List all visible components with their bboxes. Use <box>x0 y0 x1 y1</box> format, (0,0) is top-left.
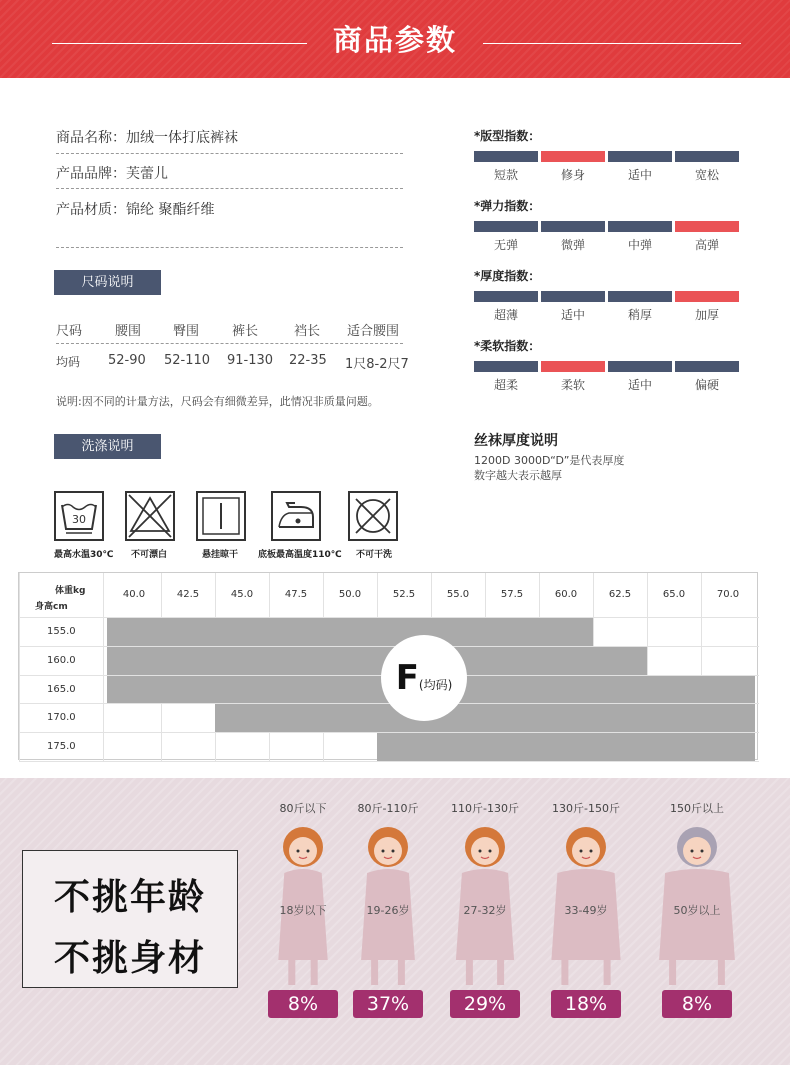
page-title: 商品参数 <box>332 23 457 57</box>
iron-low-icon <box>271 491 321 541</box>
index-bar-segment <box>541 151 605 162</box>
product-name: 商品名称：加绒一体打底裤袜 <box>56 130 238 146</box>
index-bar-segment <box>608 151 672 162</box>
weight-tick: 57.5 <box>500 589 524 600</box>
size-cell: 22-35 <box>289 353 327 368</box>
audience-percent: 18% <box>551 990 621 1018</box>
index-bar-segment <box>675 151 739 162</box>
weight-tick: 70.0 <box>716 589 740 600</box>
fit-range-bar <box>377 733 755 761</box>
product-material: 产品材质：锦纶 聚酯纤维 <box>56 202 215 218</box>
height-tick: 175.0 <box>47 741 76 753</box>
slogan-line: 不挑年龄 <box>53 876 206 918</box>
index-bar-segment <box>675 291 739 302</box>
height-tick: 165.0 <box>47 683 76 695</box>
audience-percent: 8% <box>268 990 338 1018</box>
index-bar-segment <box>474 151 538 162</box>
divider <box>56 343 403 344</box>
care-label: 不可漂白 <box>131 550 168 560</box>
index-bar-segment <box>474 291 538 302</box>
care-label: 不可干洗 <box>356 550 393 560</box>
height-tick: 160.0 <box>47 654 76 666</box>
weight-tick: 42.5 <box>176 589 200 600</box>
index-bar-segment <box>541 291 605 302</box>
care-label: 底板最高温度110℃ <box>258 550 342 560</box>
wash-30-icon <box>54 491 104 541</box>
weight-tick: 65.0 <box>662 589 686 600</box>
size-header: 腰围 <box>115 324 142 339</box>
index-bar-segment <box>474 361 538 372</box>
weight-range-label: 150斤以上 <box>670 802 724 815</box>
fit-range-bar <box>215 704 755 732</box>
thickness-line1: 1200D 3000D“D”是代表厚度 <box>474 454 625 467</box>
weight-range-label: 80斤-110斤 <box>357 802 419 815</box>
index-bar-segment <box>474 221 538 232</box>
index-option-label: 高弹 <box>694 238 719 252</box>
size-cell: 52-90 <box>108 353 146 368</box>
size-table-row <box>0 353 420 373</box>
thickness-line2: 数字越大表示越厚 <box>474 469 562 482</box>
wash-temp-text: 30 <box>72 513 86 526</box>
header-line-left <box>52 43 307 44</box>
weight-range-label: 130斤-150斤 <box>552 802 620 815</box>
index-option-label: 偏硬 <box>694 378 719 392</box>
index-title: *厚度指数： <box>474 269 541 283</box>
index-option-label: 短款 <box>493 168 518 182</box>
audience-percent: 37% <box>353 990 423 1018</box>
weight-tick: 47.5 <box>284 589 308 600</box>
age-range-label: 27-32岁 <box>463 904 507 917</box>
care-label: 最高水温30℃ <box>54 550 114 560</box>
index-option-label: 中弹 <box>627 238 652 252</box>
index-title: *弹力指数： <box>474 199 541 213</box>
size-note: 说明:因不同的计量方法，尺码会有细微差异，此情况非质量问题。 <box>56 395 379 408</box>
height-tick: 170.0 <box>47 712 76 724</box>
weight-axis-label: 体重kg <box>55 586 86 596</box>
weight-tick: 45.0 <box>230 589 254 600</box>
size-header: 裆长 <box>294 324 321 339</box>
no-bleach-icon <box>125 491 175 541</box>
index-bar-segment <box>541 221 605 232</box>
weight-range-label: 80斤以下 <box>279 802 327 815</box>
size-cell: 均码 <box>56 355 81 369</box>
index-option-label: 适中 <box>627 378 652 392</box>
height-axis-label: 身高cm <box>35 602 68 612</box>
index-bar-segment <box>675 361 739 372</box>
no-dryclean-icon <box>348 491 398 541</box>
age-range-label: 18岁以下 <box>279 904 327 917</box>
divider <box>56 247 403 248</box>
size-cell: 52-110 <box>164 353 211 368</box>
size-header: 裤长 <box>232 324 259 339</box>
grid-line <box>19 761 759 762</box>
size-badge <box>381 635 467 721</box>
index-bar-segment <box>608 361 672 372</box>
size-cell: 1尺8-2尺7 <box>345 357 409 372</box>
index-bar-segment <box>608 291 672 302</box>
weight-tick: 62.5 <box>608 589 632 600</box>
divider <box>56 153 403 154</box>
audience-percent: 8% <box>662 990 732 1018</box>
index-option-label: 超薄 <box>493 308 518 322</box>
index-option-label: 适中 <box>560 308 585 322</box>
hang-dry-icon <box>196 491 246 541</box>
slogan-box <box>22 850 238 988</box>
index-bar-segment <box>675 221 739 232</box>
weight-tick: 50.0 <box>338 589 362 600</box>
index-option-label: 超柔 <box>493 378 518 392</box>
size-section-title: 尺码说明 <box>54 270 161 295</box>
index-option-label: 修身 <box>560 168 585 182</box>
age-range-label: 33-49岁 <box>564 904 608 917</box>
age-range-label: 19-26岁 <box>366 904 410 917</box>
index-option-label: 无弹 <box>493 238 518 252</box>
index-option-label: 宽松 <box>694 168 719 182</box>
weight-tick: 52.5 <box>392 589 416 600</box>
index-option-label: 加厚 <box>694 308 719 322</box>
thickness-title: 丝袜厚度说明 <box>474 433 558 449</box>
index-option-label: 柔软 <box>560 378 585 392</box>
index-option-label: 适中 <box>627 168 652 182</box>
care-section-title: 洗涤说明 <box>54 434 161 459</box>
index-title: *柔软指数： <box>474 339 541 353</box>
weight-tick: 60.0 <box>554 589 578 600</box>
size-fit-chart <box>18 572 758 760</box>
size-table-header <box>0 320 420 340</box>
audience-percent: 29% <box>450 990 520 1018</box>
fit-range-bar <box>107 618 593 646</box>
weight-tick: 55.0 <box>446 589 470 600</box>
header-line-right <box>483 43 741 44</box>
size-text: (均码) <box>418 678 453 692</box>
size-header: 适合腰围 <box>347 324 400 339</box>
index-bar-segment <box>608 221 672 232</box>
index-option-label: 稍厚 <box>627 308 652 322</box>
height-tick: 155.0 <box>47 626 76 637</box>
index-title: *版型指数： <box>474 129 541 143</box>
weight-tick: 40.0 <box>122 589 146 600</box>
age-range-label: 50岁以上 <box>673 904 721 917</box>
slogan-line: 不挑身材 <box>53 937 206 979</box>
size-header: 臀围 <box>173 324 200 339</box>
index-bar-segment <box>541 361 605 372</box>
product-brand: 产品品牌：芙蕾儿 <box>56 166 168 182</box>
fit-range-bar <box>107 647 647 675</box>
size-header: 尺码 <box>56 324 83 339</box>
weight-range-label: 110斤-130斤 <box>451 802 519 815</box>
index-option-label: 微弹 <box>560 238 585 252</box>
size-cell: 91-130 <box>227 353 274 368</box>
care-label: 悬挂晾干 <box>202 550 239 560</box>
size-letter: F <box>395 658 419 698</box>
divider <box>56 188 403 189</box>
